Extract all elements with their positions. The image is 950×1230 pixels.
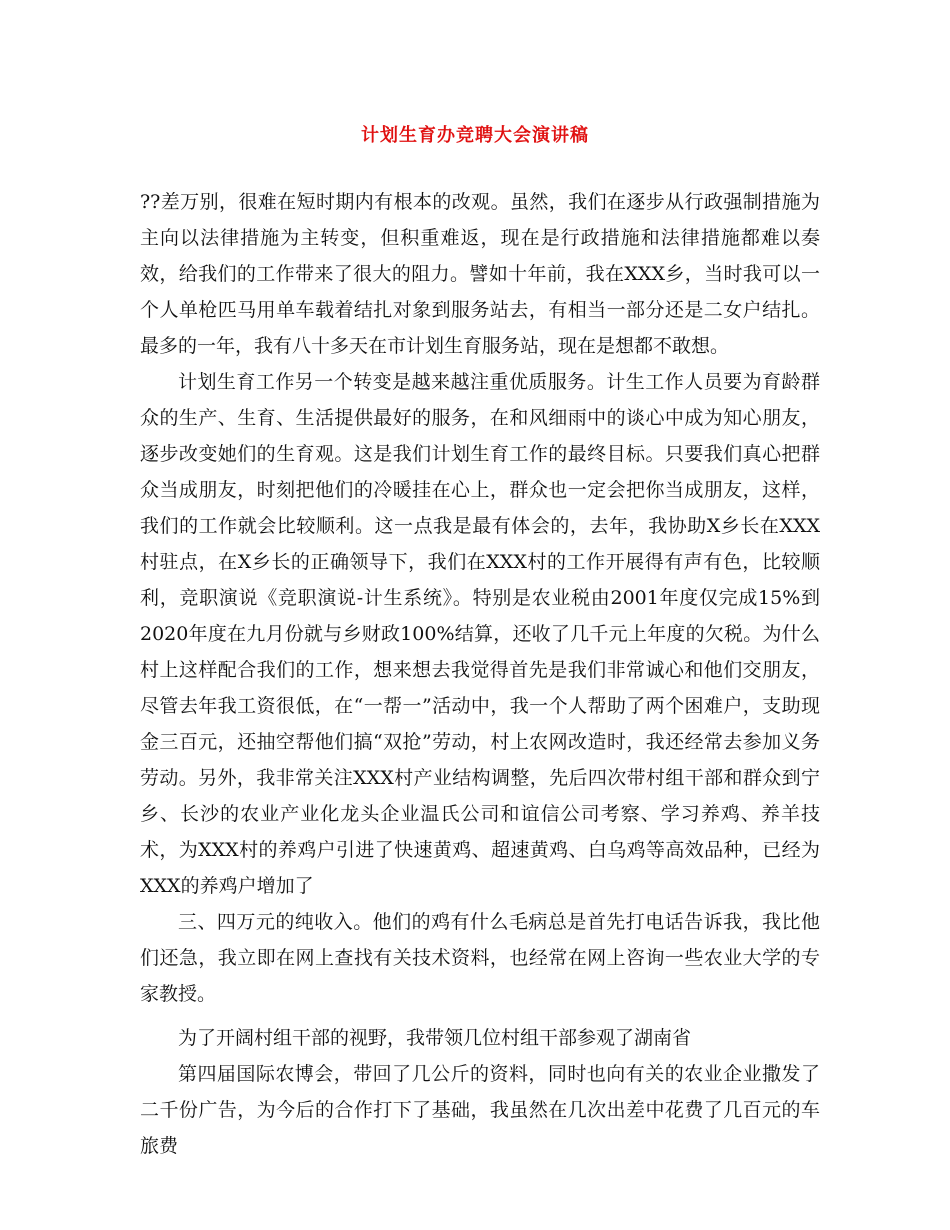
paragraph-1: ??差万别，很难在短时期内有根本的改观。虽然，我们在逐步从行政强制措施为主向以法律措施为主转变，但积重难返，现在是行政措施和法律措施都难以奏效，给我们的工作带来了很大的阻力。譬如十年前，我在XXX乡，当时我可以一个人单枪匹马用单车载着结扎对象到服务站去，有相当一部分还是二女户结扎。最多的一年，我有八十多天在市计划生育服务站，现在是想都不敢想。 [140, 191, 820, 357]
paragraph-3: 三、四万元的纯收入。他们的鸡有什么毛病总是首先打电话告诉我，我比他们还急，我立即在网上查找有关技术资料，也经常在网上咨询一些农业大学的专家教授。 [140, 911, 820, 1005]
paragraph-2: 计划生育工作另一个转变是越来越注重优质服务。计生工作人员要为育龄群众的生产、生育、生活提供最好的服务，在和风细雨中的谈心中成为知心朋友，逐步改变她们的生育观。这是我们计划生育工作的最终目标。只要我们真心把群众当成朋友，时刻把他们的冷暖挂在心上，群众也一定会把你当成朋友，这样，我们的工作就会比较顺利。这一点我是最有体会的，去年，我协助X乡长在XXX村驻点，在X乡长的正确领导下，我们在XXX村的工作开展得有声有色，比较顺利，竞职演说《竞职演说-计生系统》。特别是农业税由2001年度仅完成15%到2020年度在九月份就与乡财政100%结算，还收了几千元上年度的欠税。为什么村上这样配合我们的工作，想来想去我觉得首先是我们非常诚心和他们交朋友，尽管去年我工资很低，在“一帮一”活动中，我一个人帮助了两个困难户，支助现金三百元，还抽空帮他们搞“双抢”劳动，村上农网改造时，我还经常去参加义务劳动。另外，我非常关注XXX村产业结构调整，先后四次带村组干部和群众到宁乡、长沙的农业产业化龙头企业温氏公司和谊信公司考察、学习养鸡、养羊技术，为XXX村的养鸡户引进了快速黄鸡、超速黄鸡、白乌鸡等高效品种，已经为XXX的养鸡户增加了 [140, 371, 820, 897]
paragraph-5: 第四届国际农博会，带回了几公斤的资料，同时也向有关的农业企业撒发了二千份广告，为今后的合作打下了基础，我虽然在几次出差中花费了几百元的车旅费 [140, 1063, 820, 1157]
paragraph-4: 为了开阔村组干部的视野，我带领几位村组干部参观了湖南省 [178, 1027, 692, 1049]
document-title: 计划生育办竞聘大会演讲稿 [361, 125, 589, 146]
document-body [140, 184, 820, 1164]
